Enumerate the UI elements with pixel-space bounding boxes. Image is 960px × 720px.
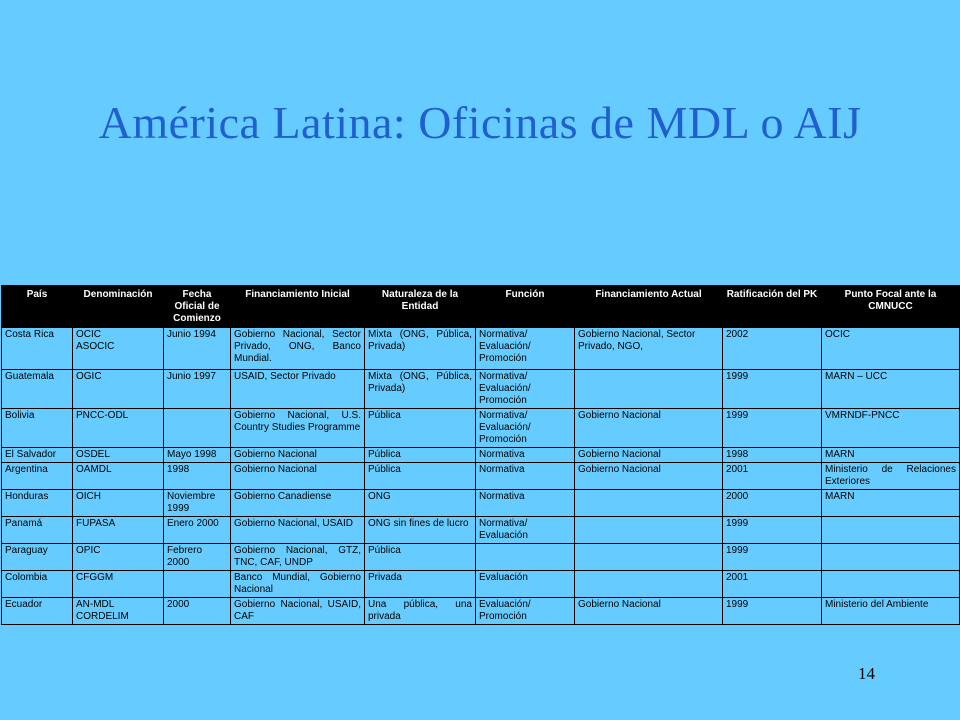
cell-fecha: Junio 1997 — [164, 370, 231, 409]
cell-financiamiento-inicial: Gobierno Nacional — [231, 448, 365, 463]
header-naturaleza: Naturaleza de la Entidad — [365, 286, 476, 328]
cell-financiamiento-inicial: Gobierno Nacional — [231, 463, 365, 490]
header-denominacion: Denominación — [73, 286, 164, 328]
cell-financiamiento-actual — [575, 490, 723, 517]
cell-denominacion: AN-MDL CORDELIM — [73, 598, 164, 625]
cell-denominacion: OAMDL — [73, 463, 164, 490]
cell-funcion: Normativa — [476, 463, 575, 490]
header-ratificacion: Ratificación del PK — [723, 286, 822, 328]
table-row — [2, 490, 960, 517]
table-row — [2, 598, 960, 625]
cell-funcion: Evaluación — [476, 571, 575, 598]
cell-punto-focal: Ministerio de Relaciones Exteriores — [822, 463, 960, 490]
cell-pais: Paraguay — [2, 544, 73, 571]
cell-funcion: Normativa/ Evaluación — [476, 517, 575, 544]
table-row — [2, 571, 960, 598]
cell-financiamiento-inicial: Gobierno Nacional, U.S. Country Studies Programme — [231, 409, 365, 448]
cell-naturaleza: Pública — [365, 448, 476, 463]
cell-fecha: Noviembre 1999 — [164, 490, 231, 517]
header-funcion: Función — [476, 286, 575, 328]
cell-punto-focal — [822, 544, 960, 571]
cell-naturaleza: Privada — [365, 571, 476, 598]
cell-pais: Costa Rica — [2, 328, 73, 370]
cell-denominacion: FUPASA — [73, 517, 164, 544]
cell-denominacion: CFGGM — [73, 571, 164, 598]
page-number: 14 — [858, 664, 875, 683]
cell-denominacion: OSDEL — [73, 448, 164, 463]
cell-financiamiento-inicial: Gobierno Nacional, Sector Privado, ONG, Banco Mundial. — [231, 328, 365, 370]
cell-funcion: Normativa — [476, 448, 575, 463]
cell-pais: Colombia — [2, 571, 73, 598]
cell-financiamiento-actual — [575, 370, 723, 409]
cell-naturaleza: Pública — [365, 409, 476, 448]
header-fecha: Fecha Oficial de Comienzo — [164, 286, 231, 328]
header-financiamiento-inicial: Financiamiento Inicial — [231, 286, 365, 328]
cell-fecha: Junio 1994 — [164, 328, 231, 370]
cell-naturaleza: ONG — [365, 490, 476, 517]
cell-funcion: Normativa/ Evaluación/ Promoción — [476, 409, 575, 448]
cell-financiamiento-inicial: Gobierno Nacional, USAID — [231, 517, 365, 544]
table-row — [2, 463, 960, 490]
cell-financiamiento-inicial: Gobierno Nacional, USAID, CAF — [231, 598, 365, 625]
cell-punto-focal: MARN – UCC — [822, 370, 960, 409]
cell-denominacion: OCIC ASOCIC — [73, 328, 164, 370]
cell-naturaleza: Mixta (ONG, Pública, Privada) — [365, 370, 476, 409]
cell-pais: El Salvador — [2, 448, 73, 463]
cell-pais: Honduras — [2, 490, 73, 517]
cell-ratificacion: 1999 — [723, 517, 822, 544]
cell-ratificacion: 2001 — [723, 571, 822, 598]
cell-funcion: Normativa — [476, 490, 575, 517]
cell-pais: Bolivia — [2, 409, 73, 448]
cell-punto-focal — [822, 517, 960, 544]
cell-financiamiento-actual: Gobierno Nacional — [575, 598, 723, 625]
table-row — [2, 328, 960, 370]
cell-punto-focal — [822, 571, 960, 598]
cell-ratificacion: 1998 — [723, 448, 822, 463]
cell-fecha: 1998 — [164, 463, 231, 490]
cell-financiamiento-actual — [575, 571, 723, 598]
table-row — [2, 370, 960, 409]
cell-denominacion: OPIC — [73, 544, 164, 571]
cell-financiamiento-actual: Gobierno Nacional — [575, 448, 723, 463]
cell-pais: Argentina — [2, 463, 73, 490]
cell-punto-focal: MARN — [822, 490, 960, 517]
cell-ratificacion: 1999 — [723, 544, 822, 571]
cell-funcion: Normativa/ Evaluación/ Promoción — [476, 370, 575, 409]
slide-title: América Latina: Oficinas de MDL o AIJ — [98, 97, 862, 148]
cell-financiamiento-actual: Gobierno Nacional — [575, 409, 723, 448]
cell-fecha: 2000 — [164, 598, 231, 625]
cell-funcion — [476, 544, 575, 571]
cell-ratificacion: 1999 — [723, 598, 822, 625]
cell-punto-focal: OCIC — [822, 328, 960, 370]
cell-punto-focal: VMRNDF-PNCC — [822, 409, 960, 448]
cell-pais: Guatemala — [2, 370, 73, 409]
cell-financiamiento-inicial: Banco Mundial, Gobierno Nacional — [231, 571, 365, 598]
cell-financiamiento-actual: Gobierno Nacional, Sector Privado, NGO, — [575, 328, 723, 370]
table-row — [2, 544, 960, 571]
cell-punto-focal: MARN — [822, 448, 960, 463]
cell-financiamiento-actual — [575, 517, 723, 544]
cell-pais: Panamá — [2, 517, 73, 544]
cell-fecha: Enero 2000 — [164, 517, 231, 544]
cell-naturaleza: Una pública, una privada — [365, 598, 476, 625]
cell-financiamiento-inicial: Gobierno Canadiense — [231, 490, 365, 517]
cell-fecha: Mayo 1998 — [164, 448, 231, 463]
offices-table-container — [1, 285, 959, 625]
cell-naturaleza: Mixta (ONG, Pública, Privada) — [365, 328, 476, 370]
cell-financiamiento-inicial: Gobierno Nacional, GTZ, TNC, CAF, UNDP — [231, 544, 365, 571]
cell-naturaleza: Pública — [365, 544, 476, 571]
cell-financiamiento-inicial: USAID, Sector Privado — [231, 370, 365, 409]
cell-pais: Ecuador — [2, 598, 73, 625]
cell-financiamiento-actual — [575, 544, 723, 571]
table-body — [2, 328, 960, 625]
header-financiamiento-actual: Financiamiento Actual — [575, 286, 723, 328]
cell-naturaleza: Pública — [365, 463, 476, 490]
cell-fecha — [164, 409, 231, 448]
cell-ratificacion: 2000 — [723, 490, 822, 517]
cell-punto-focal: Ministerio del Ambiente — [822, 598, 960, 625]
header-pais: País — [2, 286, 73, 328]
cell-fecha: Febrero 2000 — [164, 544, 231, 571]
cell-denominacion: PNCC-ODL — [73, 409, 164, 448]
table-header-row — [2, 286, 960, 328]
cell-financiamiento-actual: Gobierno Nacional — [575, 463, 723, 490]
cell-ratificacion: 2001 — [723, 463, 822, 490]
cell-denominacion: OGIC — [73, 370, 164, 409]
table-row — [2, 517, 960, 544]
table-row — [2, 409, 960, 448]
cell-funcion: Normativa/ Evaluación/ Promoción — [476, 328, 575, 370]
offices-table — [1, 285, 960, 625]
cell-ratificacion: 2002 — [723, 328, 822, 370]
cell-ratificacion: 1999 — [723, 370, 822, 409]
cell-naturaleza: ONG sin fines de lucro — [365, 517, 476, 544]
cell-denominacion: OICH — [73, 490, 164, 517]
cell-fecha — [164, 571, 231, 598]
cell-funcion: Evaluación/ Promoción — [476, 598, 575, 625]
cell-ratificacion: 1999 — [723, 409, 822, 448]
header-punto-focal: Punto Focal ante la CMNUCC — [822, 286, 960, 328]
table-row — [2, 448, 960, 463]
